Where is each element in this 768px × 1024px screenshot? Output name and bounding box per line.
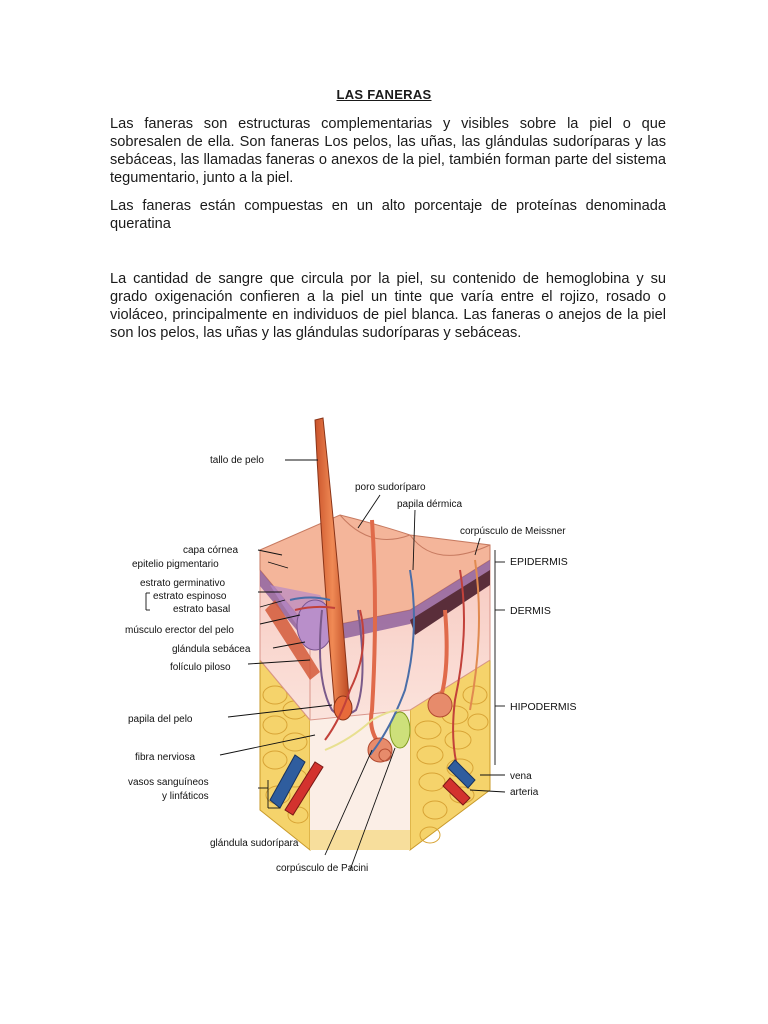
label-pacini: corpúsculo de Pacini bbox=[276, 863, 369, 874]
label-epitelio: epitelio pigmentario bbox=[132, 559, 219, 570]
document-title: LAS FANERAS bbox=[336, 87, 432, 102]
skin-anatomy-figure bbox=[110, 410, 600, 890]
label-papila-pelo: papila del pelo bbox=[128, 714, 193, 725]
paragraph-2: Las faneras están compuestas en un alto porcentaje de proteínas denominada queratina bbox=[110, 198, 666, 232]
paragraph-1: Las faneras son estructuras complementarias y visibles sobre la piel o que sobresalen de ella. Son faneras Los pelos, las uñas, las glándulas sudoríparas y las sebáceas, las llamadas faneras o anexos de la piel, también forman parte del sistema tegumentario, junto a la piel. bbox=[110, 116, 666, 186]
label-dermis: DERMIS bbox=[510, 605, 551, 617]
label-vasos-1: vasos sanguíneos bbox=[128, 777, 209, 788]
label-tallo: tallo de pelo bbox=[210, 455, 264, 466]
label-vena: vena bbox=[510, 771, 532, 782]
label-germinativo: estrato germinativo bbox=[140, 578, 226, 589]
label-papila-dermica: papila dérmica bbox=[397, 499, 463, 510]
skin-diagram bbox=[110, 410, 600, 890]
label-hipodermis: HIPODERMIS bbox=[510, 701, 577, 713]
paragraph-3: La cantidad de sangre que circula por la piel, su contenido de hemoglobina y su grado oxigenación confieren a la piel un tinte que varía entre el rojizo, rosado o violáceo, principalmente en individuos de piel blanca. Las faneras o anejos de la piel son los pelos, las uñas y las glándulas sudoríparas y sebáceas. bbox=[110, 271, 666, 341]
label-fibra: fibra nerviosa bbox=[135, 752, 196, 763]
label-sudoripara: glándula sudorípara bbox=[210, 838, 299, 849]
label-musculo: músculo erector del pelo bbox=[125, 625, 234, 636]
label-arteria: arteria bbox=[510, 787, 539, 798]
label-meissner: corpúsculo de Meissner bbox=[460, 526, 566, 537]
label-epidermis: EPIDERMIS bbox=[510, 556, 568, 568]
label-sebacea: glándula sebácea bbox=[172, 644, 251, 655]
label-poro: poro sudoríparo bbox=[355, 482, 426, 493]
label-capa-cornea: capa córnea bbox=[183, 545, 239, 556]
label-espinoso: estrato espinoso bbox=[153, 591, 227, 602]
label-basal: estrato basal bbox=[173, 604, 231, 615]
label-vasos-2: y linfáticos bbox=[162, 791, 209, 802]
label-foliculo: folículo piloso bbox=[170, 662, 231, 673]
